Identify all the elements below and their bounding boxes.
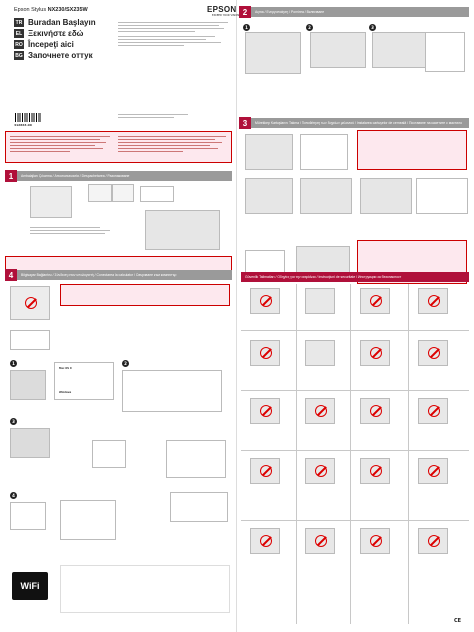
os-windows: Windows [59, 391, 72, 394]
lang-title: Începeţi aici [28, 40, 74, 49]
wifi-logo: WiFi [12, 572, 48, 600]
section-number: 1 [5, 170, 17, 182]
safety-img-17 [250, 528, 280, 554]
prohibited-icon [428, 347, 440, 359]
lang-badge: EL [15, 30, 23, 37]
lang-title: Започнете оттук [28, 51, 93, 60]
cartridge-caution [357, 130, 467, 170]
safety-img-4 [418, 288, 448, 314]
epson-logo: EPSON [207, 5, 237, 14]
section-1-header [7, 171, 232, 181]
connection-warning [60, 284, 230, 306]
safety-img-3 [360, 288, 390, 314]
grid-hline-1 [241, 330, 469, 331]
section-title: Mürekkep Kartuşlarını Takma / Τοποθέτηση των δοχείων μελανιού / Instalarea cartuşelor de cerneală / Поставяне на касетите с мастило [255, 121, 463, 125]
prohibited-icon [260, 405, 272, 417]
grid-vline-3 [408, 284, 409, 624]
safety-img-10 [305, 398, 335, 424]
safety-img-1 [250, 288, 280, 314]
safety-img-20 [418, 528, 448, 554]
cartridge-step-6 [416, 178, 468, 214]
cartridge-step-4 [300, 178, 352, 214]
safety-img-13 [250, 458, 280, 484]
safety-header [241, 272, 469, 282]
power-connect-illustration [310, 32, 366, 68]
lang-badge: TR [15, 19, 23, 26]
section-2-header [241, 7, 469, 17]
dialog-screen [60, 500, 116, 540]
complete-screen [170, 492, 228, 522]
warning-text-left [10, 134, 110, 154]
power-cord-illustration [140, 186, 174, 202]
prohibited-icon [370, 295, 382, 307]
s2-step-2-badge: 2 [306, 24, 313, 31]
page-divider [236, 0, 237, 632]
ink-cartridges-illustration [88, 184, 112, 202]
safety-img-5 [250, 340, 280, 366]
lang-row-el [14, 29, 83, 38]
s2-step-1-badge: 1 [243, 24, 250, 31]
lang-row-ro [14, 40, 74, 49]
cd-drive-illustration [10, 330, 50, 350]
prohibited-icon [260, 465, 272, 477]
os-selection-panel [54, 362, 114, 400]
lang-title: Ξεκινήστε εδώ [28, 29, 84, 38]
grid-hline-2 [241, 390, 469, 391]
product-name [14, 7, 88, 13]
grid-vline-2 [350, 284, 351, 624]
prohibited-icon [428, 405, 440, 417]
step-1-badge: 1 [10, 360, 17, 367]
safety-img-14 [305, 458, 335, 484]
prohibited-icon [428, 295, 440, 307]
section-4-header [7, 270, 232, 280]
prohibited-icon [315, 405, 327, 417]
step-4-badge: 4 [10, 492, 17, 499]
prohibited-icon [370, 405, 382, 417]
grid-hline-4 [241, 520, 469, 521]
cartridge-step-1 [245, 134, 293, 170]
usb-connection-illustration [10, 286, 50, 320]
lang-badge: BG [15, 52, 23, 59]
prohibited-icon [428, 535, 440, 547]
cartridge-step-3 [245, 178, 293, 214]
safety-img-6 [305, 340, 335, 366]
safety-img-15 [360, 458, 390, 484]
step-2-badge: 2 [122, 360, 129, 367]
cartridge-step-2 [300, 134, 348, 170]
step-3-badge: 3 [10, 418, 17, 425]
cartridge-step-5 [360, 178, 412, 214]
safety-img-8 [418, 340, 448, 366]
safety-img-12 [418, 398, 448, 424]
prohibited-icon [370, 465, 382, 477]
copyright-block [118, 112, 188, 122]
safety-img-2 [305, 288, 335, 314]
insert-cd-illustration [10, 370, 46, 400]
safety-img-11 [360, 398, 390, 424]
s2-step-3-badge: 3 [369, 24, 376, 31]
safety-img-9 [250, 398, 280, 424]
section-1-text [30, 225, 130, 236]
warning-text-right [118, 134, 226, 154]
ce-mark: CE [454, 618, 462, 624]
os-mac: Mac OS X [59, 367, 72, 370]
prohibited-icon [315, 465, 327, 477]
section-title: Bilgisayar Bağlantısı / Σύνδεση στον υπολογιστή / Conectarea la calculator / Свързване към компютър [21, 273, 177, 277]
barcode [14, 112, 42, 123]
safety-title: Güvenlik Talimatları / Οδηγίες για την ασφάλεια / Instrucţiuni de securitate / Инструкции за безопасност [245, 275, 402, 279]
safety-img-7 [360, 340, 390, 366]
barcode-number: 412863.00 [14, 123, 32, 127]
finish-screen [10, 502, 46, 530]
prohibited-icon [260, 535, 272, 547]
installer-dialog-illustration [10, 428, 50, 458]
unpack-illustration [145, 210, 220, 250]
prohibited-icon [370, 535, 382, 547]
safety-img-18 [305, 528, 335, 554]
safety-img-19 [360, 528, 390, 554]
grid-vline-1 [296, 284, 297, 624]
brand-tagline: EXCEED YOUR VISION [212, 14, 240, 17]
cd-illustration [112, 184, 134, 202]
prohibited-icon [260, 347, 272, 359]
printer-illustration [30, 186, 72, 218]
prohibited-icon [25, 297, 37, 309]
prohibited-icon [315, 535, 327, 547]
product-prefix: Epson Stylus [14, 7, 47, 13]
open-scanner-illustration [245, 32, 301, 74]
installer-window [122, 370, 222, 412]
header-text-block [118, 20, 228, 66]
section-3-header [241, 118, 469, 128]
prohibited-icon [260, 295, 272, 307]
product-model: NX230/SX235W [47, 7, 88, 13]
prohibited-icon [428, 465, 440, 477]
setup-screen [92, 440, 126, 468]
grid-hline-3 [241, 450, 469, 451]
section-number: 4 [5, 269, 17, 281]
power-on-illustration [372, 32, 428, 68]
wifi-text [60, 565, 230, 613]
setup-screen-2 [166, 440, 226, 478]
lang-row-bg [14, 51, 93, 60]
section-title: Ambalajları Çıkarma / Αποσυσκευασία / Despachetarea / Разопаковане [21, 174, 130, 178]
lang-title: Buradan Başlayın [28, 18, 96, 27]
language-select-screen [425, 32, 465, 72]
section-number: 2 [239, 6, 251, 18]
lang-row-tr [14, 18, 96, 27]
prohibited-icon [370, 347, 382, 359]
section-title: Açma / Ενεργοποίηση / Pornirea / Включване [255, 10, 325, 14]
safety-img-16 [418, 458, 448, 484]
section-number: 3 [239, 117, 251, 129]
lang-badge: RO [15, 41, 23, 48]
